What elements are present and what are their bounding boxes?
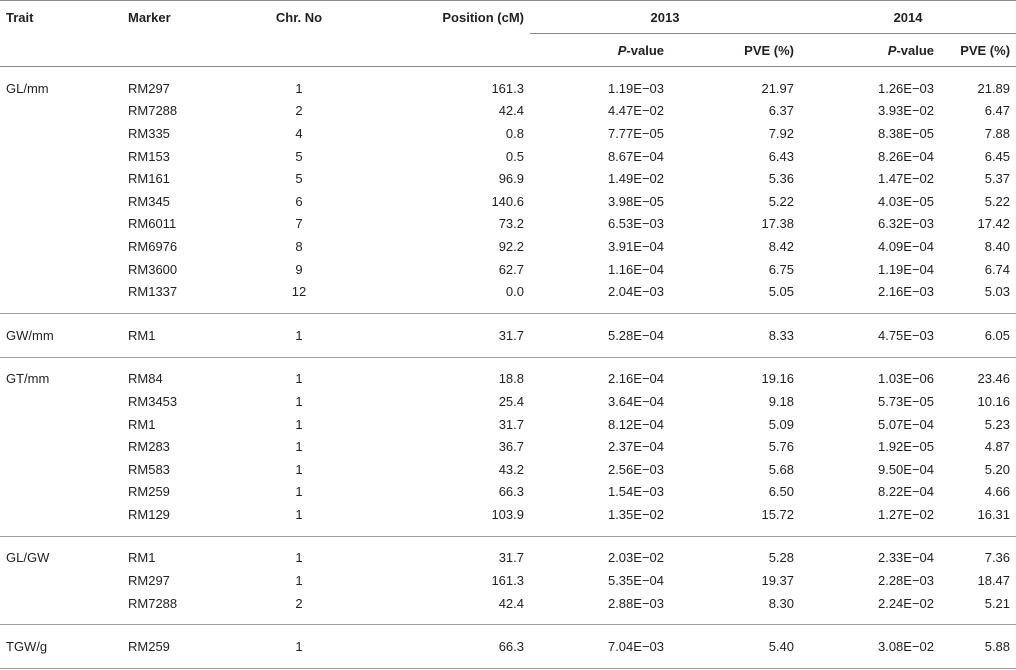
cell-position: 161.3 <box>491 573 524 589</box>
header-marker: Marker <box>122 1 244 34</box>
cell-pvalue-2013: 1.54E−03 <box>607 484 664 500</box>
cell-position: 31.7 <box>354 536 530 569</box>
cell-pve-2014: 5.20 <box>984 461 1011 477</box>
cell-trait <box>0 122 122 145</box>
table-header <box>0 1 1016 67</box>
table-row <box>0 100 1016 123</box>
cell-pve-2014: 4.87 <box>984 439 1011 455</box>
cell-trait <box>0 100 122 123</box>
cell-position: 0.5 <box>505 148 524 164</box>
cell-trait <box>0 458 122 481</box>
cell-marker: RM1337 <box>128 284 178 300</box>
cell-position: 0.0 <box>505 284 524 300</box>
cell-chr: 7 <box>295 216 303 232</box>
cell-chr: 1 <box>295 393 303 409</box>
cell-pve-2014: 21.89 <box>977 80 1011 96</box>
header-pvalue-2013: P-value <box>530 34 670 67</box>
cell-chr: 1 <box>295 506 303 522</box>
cell-pve-2013: 21.97 <box>761 80 795 96</box>
cell-marker: RM3453 <box>128 393 178 409</box>
header-pve-2014: PVE (%) <box>940 34 1016 67</box>
cell-position: 18.8 <box>354 357 530 390</box>
cell-pvalue-2014: 6.32E−03 <box>877 216 935 232</box>
cell-pvalue-2014: 4.03E−05 <box>877 193 935 209</box>
cell-pvalue-2013: 1.16E−04 <box>607 261 664 277</box>
cell-trait <box>0 167 122 190</box>
cell-pvalue-2013: 7.04E−03 <box>530 625 670 669</box>
cell-chr: 1 <box>244 357 354 390</box>
cell-pvalue-2013: 2.16E−04 <box>530 357 670 390</box>
cell-trait <box>0 213 122 236</box>
cell-pvalue-2013: 3.98E−05 <box>607 193 664 209</box>
cell-trait: GL/mm <box>6 80 49 96</box>
cell-chr: 8 <box>295 238 303 254</box>
table-row <box>0 413 1016 436</box>
cell-pvalue-2013: 3.64E−04 <box>607 393 664 409</box>
table-row <box>0 625 1016 669</box>
cell-pve-2014: 6.05 <box>940 313 1016 357</box>
cell-pvalue-2014: 9.50E−04 <box>877 461 935 477</box>
cell-pve-2013: 8.42 <box>768 238 795 254</box>
cell-pve-2013: 5.28 <box>670 536 800 569</box>
cell-pve-2014: 6.74 <box>984 261 1011 277</box>
cell-trait <box>0 235 122 258</box>
cell-pve-2014: 16.31 <box>977 506 1011 522</box>
table-row <box>0 592 1016 625</box>
cell-pvalue-2014: 1.03E−06 <box>800 357 940 390</box>
cell-pvalue-2014: 2.16E−03 <box>877 284 935 300</box>
cell-marker: RM7288 <box>128 595 178 611</box>
cell-marker: RM297 <box>128 80 170 96</box>
cell-position: 42.4 <box>498 103 524 119</box>
table-row <box>0 122 1016 145</box>
cell-pve-2013: 6.37 <box>768 103 795 119</box>
table-row <box>0 536 1016 569</box>
cell-marker: RM297 <box>128 573 170 589</box>
cell-pvalue-2014: 1.47E−02 <box>877 171 935 187</box>
cell-pve-2014: 7.36 <box>940 536 1016 569</box>
table-row <box>0 481 1016 504</box>
cell-chr: 1 <box>244 625 354 669</box>
cell-pve-2013: 8.33 <box>670 313 800 357</box>
cell-pvalue-2014: 1.92E−05 <box>877 439 935 455</box>
cell-marker: RM129 <box>128 506 170 522</box>
cell-marker: RM1 <box>128 416 156 432</box>
cell-pvalue-2013: 2.03E−02 <box>530 536 670 569</box>
cell-position: 92.2 <box>498 238 524 254</box>
cell-pvalue-2014: 8.22E−04 <box>877 484 935 500</box>
cell-position: 31.7 <box>498 416 524 432</box>
cell-marker: RM6011 <box>128 216 177 232</box>
cell-trait <box>0 592 122 625</box>
header-year-2013: 2013 <box>530 1 800 34</box>
cell-position: 66.3 <box>498 484 524 500</box>
cell-pvalue-2014: 4.09E−04 <box>877 238 935 254</box>
cell-marker: RM153 <box>128 148 170 164</box>
cell-position: 140.6 <box>491 193 524 209</box>
cell-pve-2013: 5.36 <box>768 171 795 187</box>
cell-pvalue-2013: 3.91E−04 <box>607 238 664 254</box>
cell-pve-2014: 4.66 <box>984 484 1011 500</box>
table-row <box>0 357 1016 390</box>
cell-position: 161.3 <box>491 80 524 96</box>
cell-trait <box>0 503 122 536</box>
cell-chr: 5 <box>295 171 303 187</box>
cell-pvalue-2013: 5.35E−04 <box>607 573 664 589</box>
cell-marker: RM259 <box>128 484 170 500</box>
cell-pve-2014: 5.23 <box>984 416 1011 432</box>
cell-chr: 6 <box>295 193 303 209</box>
cell-pvalue-2013: 2.04E−03 <box>607 284 664 300</box>
cell-pvalue-2013: 1.49E−02 <box>607 171 664 187</box>
cell-pve-2014: 7.88 <box>984 125 1011 141</box>
cell-chr: 12 <box>291 284 307 300</box>
cell-pve-2013: 9.18 <box>768 393 795 409</box>
cell-pve-2013: 5.05 <box>768 284 795 300</box>
cell-trait <box>0 258 122 281</box>
cell-pvalue-2014: 2.33E−04 <box>800 536 940 569</box>
cell-chr: 1 <box>244 313 354 357</box>
cell-pvalue-2014: 2.28E−03 <box>877 573 935 589</box>
cell-pvalue-2014: 3.93E−02 <box>877 103 935 119</box>
cell-pve-2013: 5.22 <box>768 193 795 209</box>
cell-pvalue-2013: 1.35E−02 <box>607 506 664 522</box>
cell-pve-2014: 6.45 <box>984 148 1011 164</box>
cell-trait <box>0 413 122 436</box>
cell-trait <box>0 280 122 313</box>
cell-pvalue-2014: 5.07E−04 <box>877 416 935 432</box>
cell-pve-2014: 5.03 <box>984 284 1011 300</box>
table-row <box>0 167 1016 190</box>
cell-marker: RM1 <box>122 536 244 569</box>
cell-chr: 9 <box>295 261 303 277</box>
cell-pve-2013: 5.40 <box>670 625 800 669</box>
cell-marker: RM335 <box>128 125 170 141</box>
cell-pve-2013: 6.43 <box>768 148 795 164</box>
cell-position: 25.4 <box>498 393 524 409</box>
table-row <box>0 503 1016 536</box>
cell-pvalue-2013: 2.88E−03 <box>607 595 664 611</box>
cell-chr: 1 <box>295 484 303 500</box>
cell-pve-2013: 5.09 <box>768 416 795 432</box>
cell-marker: RM259 <box>122 625 244 669</box>
cell-position: 66.3 <box>354 625 530 669</box>
cell-position: 42.4 <box>498 595 524 611</box>
cell-pvalue-2013: 5.28E−04 <box>530 313 670 357</box>
cell-chr: 2 <box>295 103 303 119</box>
cell-marker: RM1 <box>122 313 244 357</box>
cell-pvalue-2014: 1.27E−02 <box>877 506 935 522</box>
cell-pve-2014: 18.47 <box>977 573 1011 589</box>
cell-pve-2014: 23.46 <box>940 357 1016 390</box>
cell-pve-2013: 19.16 <box>670 357 800 390</box>
cell-pvalue-2013: 8.12E−04 <box>607 416 664 432</box>
header-pve-2013: PVE (%) <box>670 34 800 67</box>
cell-position: 62.7 <box>498 261 524 277</box>
cell-chr: 4 <box>295 125 303 141</box>
cell-pvalue-2014: 5.73E−05 <box>877 393 935 409</box>
cell-marker: RM3600 <box>128 261 178 277</box>
cell-trait: GT/mm <box>0 357 122 390</box>
cell-marker: RM6976 <box>128 238 178 254</box>
cell-chr: 1 <box>295 573 303 589</box>
table-body <box>0 67 1016 669</box>
cell-chr: 1 <box>295 80 303 96</box>
cell-trait <box>0 190 122 213</box>
table-row <box>0 458 1016 481</box>
cell-position: 43.2 <box>498 461 524 477</box>
cell-pve-2013: 15.72 <box>761 506 795 522</box>
cell-chr: 1 <box>295 416 303 432</box>
cell-pvalue-2013: 2.56E−03 <box>607 461 664 477</box>
cell-trait <box>0 435 122 458</box>
cell-pvalue-2013: 6.53E−03 <box>607 216 664 232</box>
cell-pvalue-2014: 8.38E−05 <box>877 125 935 141</box>
table-row <box>0 235 1016 258</box>
cell-trait <box>0 390 122 413</box>
cell-trait <box>0 145 122 168</box>
cell-position: 96.9 <box>498 171 524 187</box>
table-row <box>0 190 1016 213</box>
cell-position: 103.9 <box>491 506 524 522</box>
cell-trait <box>0 569 122 592</box>
cell-pvalue-2013: 2.37E−04 <box>607 439 664 455</box>
cell-pve-2013: 5.68 <box>768 461 795 477</box>
header-trait: Trait <box>0 1 122 34</box>
header-year-2014: 2014 <box>800 1 1016 34</box>
cell-marker: RM345 <box>128 193 170 209</box>
cell-pve-2014: 5.21 <box>984 595 1011 611</box>
cell-pve-2014: 8.40 <box>984 238 1011 254</box>
cell-pve-2014: 5.88 <box>940 625 1016 669</box>
header-subrow <box>0 34 1016 67</box>
table-row <box>0 145 1016 168</box>
cell-pve-2013: 19.37 <box>761 573 795 589</box>
cell-pve-2013: 6.75 <box>768 261 795 277</box>
cell-pvalue-2014: 2.24E−02 <box>877 595 935 611</box>
cell-pve-2014: 5.37 <box>984 171 1011 187</box>
cell-pve-2014: 10.16 <box>977 393 1011 409</box>
cell-pvalue-2014: 1.19E−04 <box>877 261 935 277</box>
table-row <box>0 390 1016 413</box>
cell-trait: GL/GW <box>0 536 122 569</box>
cell-marker: RM583 <box>128 461 170 477</box>
cell-chr: 1 <box>244 536 354 569</box>
cell-pve-2013: 17.38 <box>761 216 795 232</box>
cell-pvalue-2014: 8.26E−04 <box>877 148 935 164</box>
table-row <box>0 213 1016 236</box>
table-row <box>0 258 1016 281</box>
cell-marker: RM7288 <box>128 103 178 119</box>
cell-position: 36.7 <box>498 439 524 455</box>
cell-pve-2014: 5.22 <box>984 193 1011 209</box>
table-row <box>0 280 1016 313</box>
cell-pve-2014: 6.47 <box>984 103 1011 119</box>
cell-chr: 1 <box>295 439 303 455</box>
cell-pve-2013: 5.76 <box>768 439 795 455</box>
cell-trait: TGW/g <box>0 625 122 669</box>
table-row <box>0 569 1016 592</box>
cell-pvalue-2013: 8.67E−04 <box>607 148 664 164</box>
table-row <box>0 67 1016 100</box>
cell-pve-2013: 6.50 <box>768 484 795 500</box>
table-row <box>0 313 1016 357</box>
cell-pvalue-2013: 1.19E−03 <box>607 80 664 96</box>
cell-position: 0.8 <box>505 125 524 141</box>
cell-pvalue-2013: 7.77E−05 <box>607 125 664 141</box>
cell-pvalue-2013: 4.47E−02 <box>607 103 664 119</box>
cell-pve-2014: 17.42 <box>977 216 1011 232</box>
cell-marker: RM84 <box>122 357 244 390</box>
cell-pve-2013: 8.30 <box>768 595 795 611</box>
cell-pve-2013: 7.92 <box>768 125 795 141</box>
cell-trait <box>0 481 122 504</box>
table-row <box>0 435 1016 458</box>
cell-position: 31.7 <box>354 313 530 357</box>
cell-marker: RM283 <box>128 439 170 455</box>
cell-chr: 2 <box>295 595 303 611</box>
header-position: Position (cM) <box>354 1 530 34</box>
cell-pvalue-2014: 4.75E−03 <box>800 313 940 357</box>
header-pvalue-2014: P-value <box>800 34 940 67</box>
cell-chr: 1 <box>295 461 303 477</box>
cell-chr: 5 <box>295 148 303 164</box>
cell-pvalue-2014: 3.08E−02 <box>800 625 940 669</box>
cell-marker: RM161 <box>128 171 170 187</box>
cell-pvalue-2014: 1.26E−03 <box>877 80 935 96</box>
cell-trait: GW/mm <box>0 313 122 357</box>
header-chr-no: Chr. No <box>244 1 354 34</box>
cell-position: 73.2 <box>498 216 524 232</box>
